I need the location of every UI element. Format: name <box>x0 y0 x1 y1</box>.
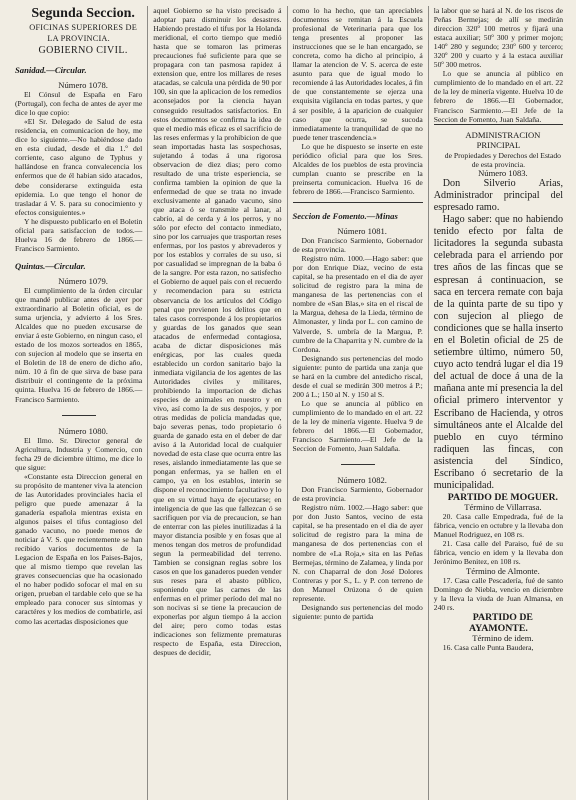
section-title: Segunda Seccion. <box>31 6 135 21</box>
column-rule <box>287 6 288 800</box>
subsection-sanidad: Sanidad.—Circular. <box>15 65 87 75</box>
column-2 <box>148 6 286 800</box>
gobierno-heading: GOBIERNO CIVIL. <box>38 45 128 56</box>
article-number: Número 1080. <box>58 425 108 436</box>
article-number: Número 1083. <box>478 167 528 178</box>
column-4 <box>429 6 568 800</box>
article-number: Número 1081. <box>337 225 387 236</box>
separator <box>62 415 96 416</box>
article-number: Número 1079. <box>58 275 108 286</box>
article-number: Número 1082. <box>337 475 387 486</box>
paragraph: Lo que he dispuesto se inserte en este periódico oficial para que los Sres. Alcaldes de los pueblos de esta provincia cumplan cuanto se prescribe en la preinserta comunicacion. Huelva 16 de febrero de 1866.—Francisco Sarmiento. <box>292 141 423 196</box>
column-rule <box>147 6 148 800</box>
paragraph: Lo que se anuncia al público en cumplimiento de lo mandado en el art. 22 de la ley de minería vigente. Huelva 10 de febrero de 1866.—El Gobernador, Francisco Sarmiento.—El Jefe de la Seccion de Fomento, Juan Saldaña. <box>433 69 564 124</box>
paragraph: Y he dispuesto publicarlo en el Boletin oficial para satisfaccion de todos.—Huelva 16 de febrero de 1866.—Francisco Sarmiento. <box>15 216 143 253</box>
termino-heading: Término de idem. <box>472 632 534 643</box>
paragraph: 21. Casa calle del Paraiso, fué de su fábrica, vencio en idem y la llevaba don Jerónimo Benitez, en 108 rs. <box>433 539 564 567</box>
paragraph: 16. Casa calle Punta Baudera, <box>442 642 534 652</box>
paragraph: como lo ha hecho, que tan apreciables documentos se remitan á la Escuela profesional de Veterinaria para que los tenga presentes al proponer las instrucciones que se le han encargado, se concreta, como ha dicho al principio, á llamar la atencion de V. S. acerca de este asunto para que de igual modo lo recomiende á las Autoridades locales, á fin de que constantemente se ejerza una exquisita vigilancia en todas partes, y que á ser posible, á la aparicion de cualquier caso que ocurra, se sucoda inmediatamente la tranquilidad de que no puede tener trascendencia.» <box>292 6 423 142</box>
paragraph: la labor que se hará al N. de los riscos de Peñas Bermejas; de allí se medirán direccion 320º 100 metros y fijará una estaca auxiliar; 50º 300 y primer mojon; 140º 280 y segundo; 230º 600 y tercero; 320º 200 y cuarto y á la estaca auxiliar 50º 300 metros. <box>433 6 564 70</box>
paragraph: 20. Casa calle Empedrada, fué de la fábrica, vencio en octubre y la llevaba don Manuel Rodriguez, en 108 rs. <box>433 512 564 540</box>
paragraph: Don Silverio Arias, Administrador principal del espresado ramo. <box>433 177 564 213</box>
paragraph: El Ilmo. Sr. Director general de Agricultura, Industria y Comercio, con fecha 29 de diciembre último, me dice lo que sigue: <box>15 435 143 472</box>
paragraph: Don Francisco Sarmiento, Gobernador de esta provincia. <box>292 485 423 504</box>
separator <box>341 464 375 465</box>
admin-heading: ADMINISTRACION PRINCIPAL <box>434 124 563 151</box>
paragraph: El Cónsul de España en Faro (Portugal), con fecha de antes de ayer me dice lo que copio: <box>15 90 143 118</box>
subsection-fomento: Seccion de Fomento.—Minas <box>292 210 398 221</box>
termino-heading: Término de Almonte. <box>466 565 540 576</box>
partido-heading: PARTIDO DE AYAMONTE. <box>468 611 533 634</box>
paragraph: Designando sus pertenencias del modo siguiente: punto de partida <box>292 602 423 621</box>
paragraph: «Constante esta Direccion general en su propósito de mantener viva la atencion de las Autoridades provinciales hacia el peligro que puede amenazar á la ganadería española mientras exista en algunos paises el tifus contagioso del ganado vacuno, no puede menos de noticiar á V. S. que recientemente se han recibido varios documentos de la Legacion de España en los Paises-Bajos, que al mismo tiempo que revelan las graves consecuencias que ha ocasionado el no haber podido sofocar el mal en su origen, prueban el tardable celo que se ha empleado para conocer sus síntomas y caractéres y los medios de combatirle, así como las acertadas disposiciones que <box>15 471 143 626</box>
paragraph: Registro núm. 1002.—Hago saber: que por don Justo Santos, vecino de esta capital, se ha presentado en el dia de ayer solicitud de registro para la mina de manganesa de dos pertenencias con el nombre de «La Roja,» sita en las Peñas Bermejas, término de Zalamea, y linda por N. con Chaparral de don José Dolores Contreras y por S., L. y P. con terreno de don Manuel Orúzona ó de quien represente. <box>292 503 423 603</box>
paragraph: Lo que se anuncia al público en cumplimiento de lo mandado en el art. 22 de la ley de minería vigente. Huelva 9 de febrero del 1866.—El Gobernador, Francisco Sarmiento.—El Jefe de la Seccion de Fomento, Juan Saldaña. <box>292 398 423 454</box>
termino-heading: Término de Villarrasa. <box>464 502 542 513</box>
divider <box>293 202 423 203</box>
column-rule <box>428 6 429 800</box>
admin-subheading: de Propiedades y Derechos del Estado de esta provincia. <box>444 150 561 169</box>
column-3 <box>288 6 428 800</box>
subsection-quintas: Quintas.—Circular. <box>15 260 86 271</box>
paragraph: «El Sr. Delegado de Salud de esta residencia, en comunicacion de hoy, me dice lo siguiente.—No habiéndose dado en esta ciudad, desde el dia 1.º del corriente, caso alguno de Typhus y hallándose en franca convalecencia los enfermos que de él habian sido atacados, debe considerarse extinguida esta epidemia. Lo que tengo el honor de trasladar á V. S. para su conocimiento y efectos consiguientes.» <box>15 117 143 217</box>
paragraph: Designando sus pertenencias del modo siguiente: punto de partida una zanja que se hará en la cumbre del antedicho riscal, desde el cual se medirán 300 metros á P.; 200 á L.; 150 al N. y 150 al S. <box>292 353 423 399</box>
paragraph: El cumplimiento de la órden circular que mandé publicar antes de ayer por extraordinario al Boletin oficial, es de suma urjencia, y advierto á los Sres. Alcaldes que no pueden excusarse de enviar á este Gobierno, en ningun caso, el estado de los mozos sorteados en 1865, con sujecion al modelo que se inserta en el Boletin de 18 de enero de dicho año, núm. 10 á fin de que sirva de base para distribuir el contingente de la próxima quinta. Huelva 16 de febrero de 1866.—Francisco Sarmiento. <box>15 285 143 404</box>
paragraph: Registro núm. 1000.—Hago saber: que por don Enrique Diaz, vecino de esta capital, se ha presentado en el dia de ayer solicitud de registro para la mina de manganesa de las pertenencias con el nombre de «San Blas,» sita en el riscal de la Margua, dehesa de la Lieda, término de Almonaster, y linda por L. con camino de Valverde, S. umbría de la Margua, P. cumbre de la Chaparrita y N. cumbre de la Cordona. <box>292 254 423 354</box>
paragraph: 17. Casa calle Pescadería, fué de santo Domingo de Niebla, vencio en diciembre y la lleva la viuda de Juan Almansa, en 240 rs. <box>433 575 564 612</box>
paragraph: aquel Gobierno se ha visto precisado á adoptar para disminuir los desastres. Habiendo prestado el tifus por la Holanda meridional, el corto tiempo que medió hasta que se tomaron las primeras precauciones fué suficiente para que se propagara con tan pasmosa rapidez á extension que, entre los millares de reses atacadas, se calcula una pérdida de 90 por 100, sin que la aplicacion de los remedios aconsejados por la ciencia hayan conseguido resultados satisfactorios. En estos documentos se confirma la idea de que el medio más eficaz es el sacrificio de las reses enfermas y la prohibicion de que sean importadas hasta las sospechosas, sujetando á todas á una rigorosa observacion de diez dias; pero como resultado de una triste esperiencia, se confirma tambien la opinion de que la enfermedad de que se trata no invade exclusivamente al ganado vacuno, sino que ataca ó se transmite al lanar, al cabrío, al de cerda y á los perros, y no sólo por efecto del contacto inmediato, sino por los carruajes que trasportan reses enfermas, por los pastos y abrevaderos y por los establos y corrales de su uso, si por casualidad se impregnan de la baba ó de la sangre. Por esta razon, no satisfecho el Gobierno de aquel pais con el recuerdo y recomendacion para su estricta observancia de los artículos del Código penal que previenen los delitos que en tales casos corresponde á los propietarios y guardas de los ganados que sean atacados de enfermedad contagiosa, acaba de dictar disposiciones más enérgicas, por las cuales queda establecido un cordon sanitario bajo la inmediata vigilancia de los agentes de las Autoridades civiles y militares, prohibiendo la importacion de dichas especies de animales en nuestro y en vivo, así como la de sus despojos, y por otras medidas de policía mandadas que, bajo severas penas, todo propietario ó guarda de ganado esta en el deber de dar aviso á la Autoridad local de cualquier novedad de esta clase que ocurra entre las reses, aislando inmediatamente las que se pongan enfermas, ya se hallen en el campo, ya en los establos, interin se dispone el reconocimiento facultativo y lo que en su virtud haya de ejecutarse; en inteligencia de que las que fallezcan ó se sacrifiquen por via de precaucion, se han de enterrar con las pieles inutilizadas á la mayor distancia posible y en fosas que al menos tengan dos metros de profundidad segun la permeabilidad del terreno. Tambien se consignan reglas sobre los casos en que los ganaderos pueden vender sus reses para el abasto público, suponiendo que las carnes de las enfermas en el primer período del mal no son nocivas si se tiene la precaucion de exponerlas por algun tiempo á la accion del aire; pero como todas estas indicaciones son felizmente prematuras respecto de España, esta Direccion, despues de decidir, <box>153 6 282 658</box>
paragraph: Don Francisco Sarmiento, Gobernador de esta provincia. <box>292 236 423 255</box>
paragraph: Hago saber: que no habiendo tenido efecto por falta de licitadores la segunda subasta celebrada para el arriendo por tres años de las fincas que se espresan á continuacion, se saca en tercera remate con baja de la quinta parte de su tipo y con sujecion al pliego de condiciones que se halla inserto en el Boletin oficial de 25 de setiembre último, número 50, cuyo acto tendrá lugar el dia 19 del actual de doce á una de la mañana ante mí presencia la del oficial primero interventor y Escribano de Hacienda, y otros simultáneos ante el Alcalde del pueblo en cuyo término radiquen las fincas, con asistencia del Síndico, Escribano ó secretario de la municipalidad. <box>433 214 564 492</box>
columns <box>10 6 568 800</box>
column-1 <box>10 6 147 800</box>
oficinas-heading: OFICINAS SUPERIORES DE LA PROVINCIA. <box>29 23 137 43</box>
partido-heading: PARTIDO DE MOGUER. <box>447 492 558 504</box>
article-number: Número 1078. <box>58 80 108 90</box>
